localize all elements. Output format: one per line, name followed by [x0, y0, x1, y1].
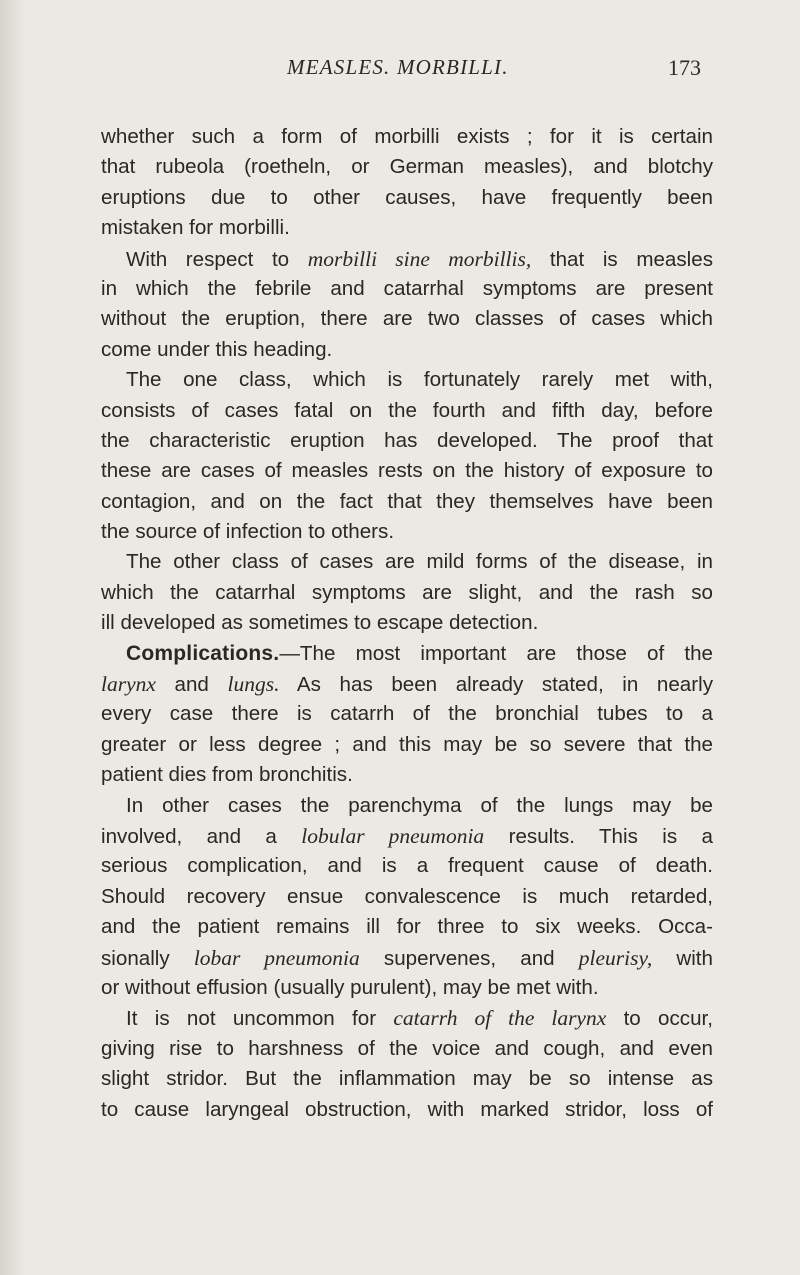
text-line: It is not uncommon for catarrh of the larynx to occur, [126, 1006, 714, 1031]
text-line: The one class, which is fortunately rarely met with, [126, 368, 713, 392]
italic-term: morbilli sine morbillis, [307, 246, 532, 271]
text-line: the characteristic eruption has developed. The proof that [101, 428, 713, 452]
italic-term: lungs. [227, 672, 280, 697]
text-line: and the patient remains ill for three to six weeks. Occa- [101, 915, 713, 939]
text-line: serious complication, and is a frequent cause of death. [101, 854, 713, 878]
text-line: Complications.—The most important are those of the [126, 641, 713, 665]
text-line: In other cases the parenchyma of the lungs may be [126, 793, 713, 817]
text-line: With respect to morbilli sine morbillis, that is measles [126, 246, 714, 271]
text-line: larynx and lungs. As has been already stated, in nearly [101, 672, 713, 697]
italic-term: pleurisy, [578, 945, 653, 970]
text-line: patient dies from bronchitis. [101, 763, 353, 787]
italic-term: lobar pneumonia [193, 945, 360, 970]
running-head: MEASLES. MORBILLI. [287, 55, 509, 79]
body-text [101, 122, 713, 1125]
text-line: sionally lobar pneumonia supervenes, and pleurisy, with [101, 945, 713, 970]
text-line: in which the febrile and catarrhal symptoms are present [101, 276, 713, 300]
text-line: Should recovery ensue convalescence is much retarded, [101, 884, 713, 908]
text-line: ill developed as sometimes to escape detection. [101, 611, 539, 635]
text-line: the source of infection to others. [101, 520, 395, 544]
text-line: giving rise to harshness of the voice and cough, and even [101, 1036, 713, 1060]
italic-term: larynx [101, 672, 156, 697]
text-line: or without effusion (usually purulent), may be met with. [101, 975, 599, 999]
section-heading-complications: Complications. [126, 641, 280, 665]
text-line: to cause laryngeal obstruction, with marked stridor, loss of [101, 1097, 713, 1121]
text-line: slight stridor. But the inflammation may be so intense as [101, 1067, 713, 1091]
text-line: contagion, and on the fact that they themselves have been [101, 489, 713, 513]
text-line: eruptions due to other causes, have frequently been [101, 185, 713, 209]
italic-term: lobular pneumonia [301, 823, 485, 848]
text-line: mistaken for morbilli. [101, 216, 290, 240]
text-line: every case there is catarrh of the bronchial tubes to a [101, 702, 713, 726]
text-line: come under this heading. [101, 337, 333, 361]
text-line: which the catarrhal symptoms are slight, and the rash so [101, 580, 713, 604]
text-line: The other class of cases are mild forms of the disease, in [126, 550, 713, 574]
text-line: without the eruption, there are two classes of cases which [101, 307, 713, 331]
text-line: greater or less degree ; and this may be so severe that the [101, 732, 713, 756]
text-line: consists of cases fatal on the fourth and fifth day, before [101, 398, 713, 422]
text-line: that rubeola (roetheln, or German measles), and blotchy [101, 155, 713, 179]
page-number: 173 [668, 55, 701, 80]
text-line: involved, and a lobular pneumonia results. This is a [101, 823, 713, 848]
text-line: whether such a form of morbilli exists ; for it is certain [101, 125, 713, 148]
text-line: these are cases of measles rests on the history of exposure to [101, 459, 713, 483]
italic-term: catarrh of the larynx [393, 1006, 607, 1031]
